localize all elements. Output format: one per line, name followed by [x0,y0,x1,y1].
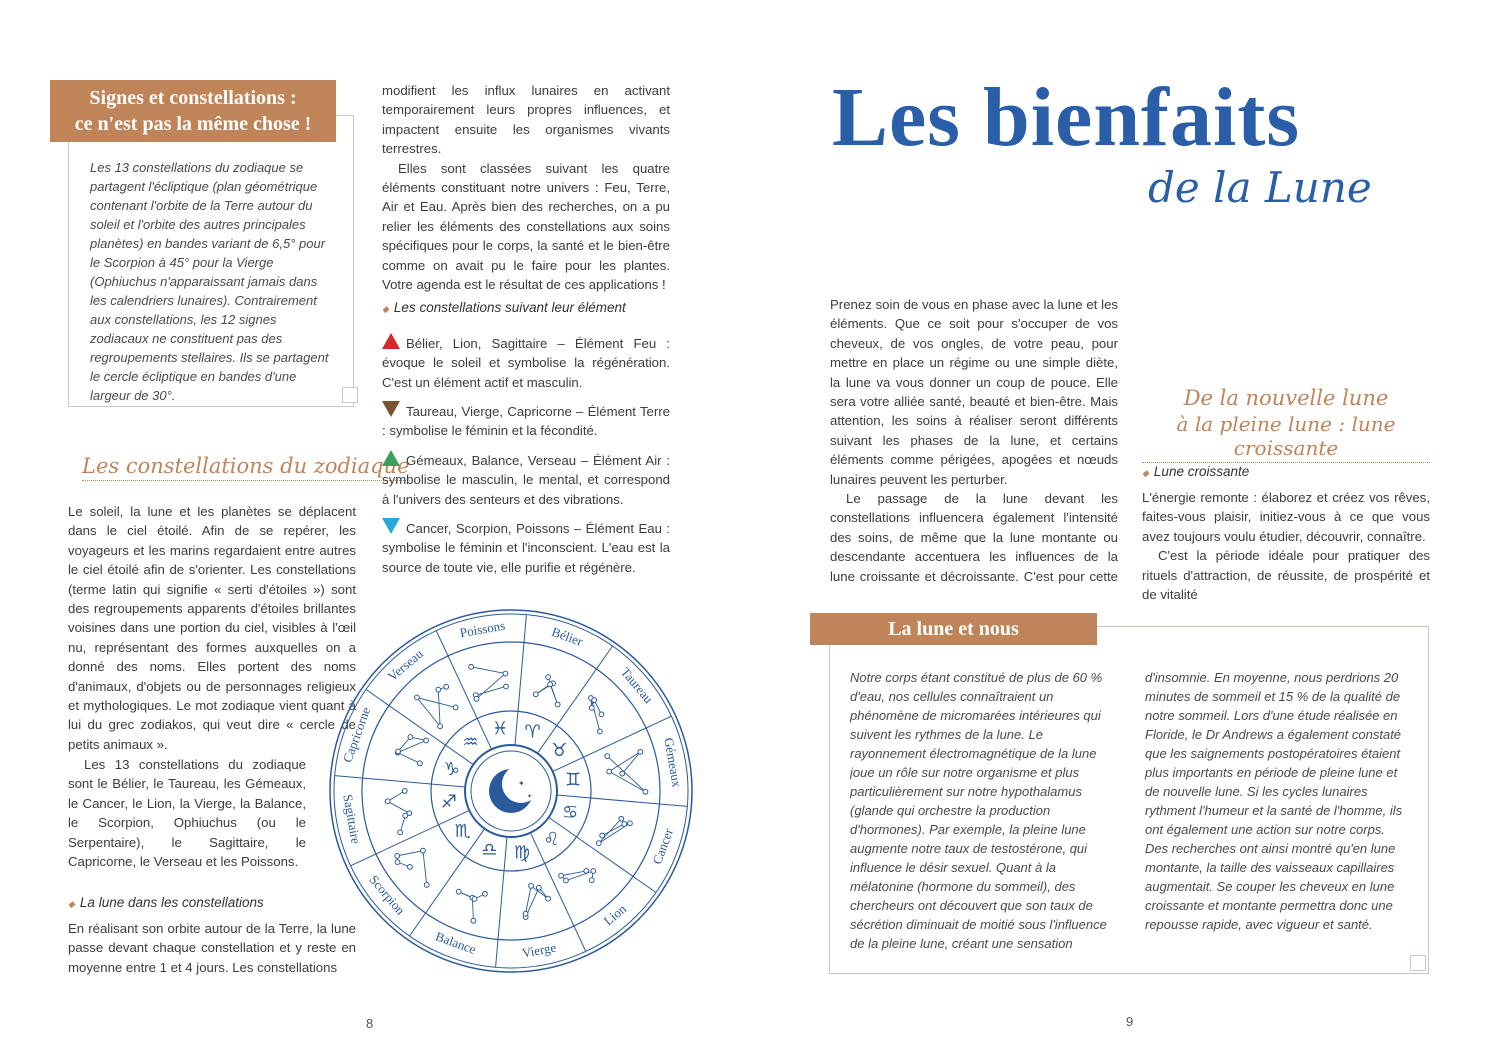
diamond-bullet-icon: ◆ [1142,468,1149,478]
constellation-star [548,682,553,687]
constellation-star [471,918,476,923]
croissante-paragraph-2: C'est la période idéale pour pratiquer des rituels d'attraction, de réussite, de prospérité et de vitalité [1142,548,1430,603]
constellation-star [643,789,648,794]
croissante-heading-text: Lune croissante [1153,464,1250,479]
constellation-star [589,878,594,883]
constellation-star [596,841,601,846]
constellation-lines [417,687,456,726]
constellation-star [559,873,564,878]
zodiac-glyph-icon: ♐ [440,791,458,813]
signes-box-text: Les 13 constellations du zodiaque se partagent l'écliptique (plan géométrique contenant l'orbite de la Terre autour du soleil et l'orbite des autres principales planètes) en bandes variant de 6,5° pour le Scorpion à 45° pour la Vierge (Ophiuchus n'apparaissant jamais dans les calendriers lunaires). Contrairement aux constellations, les 12 signes zodiacaux ne constituent pas des regroupements stellaires. Ils se partagent le cercle écliptique en bandes d'une largeur de 30°. [90,160,329,403]
wheel-sign-label: Gémeaux [661,736,685,789]
constellation-lines [388,791,410,832]
col1-bullet-heading [68,895,264,910]
element-item-fire [382,333,670,392]
zodiac-glyph-icon: ♎ [481,839,498,861]
croissante-title-line1: De la nouvelle lune [1183,386,1389,410]
constellation-star [424,883,429,888]
constellation-star [385,799,390,804]
constellation-star [619,816,624,821]
croissante-title-line2: à la pleine lune : lune croissante [1142,412,1430,463]
col2-paragraph-2: Elles sont classées suivant les quatre éléments constituant notre univers : Feu, Terre, Air et Eau. Après bien des recherches, on a pu relier les éléments des constellations aux soins spécifiques pour le corps, la santé et le bien-être comme on avait pu le faire pour les plantes. Votre agenda est le résultat de ces applications ! [382,160,670,293]
constellation-star [546,675,551,680]
intro-column-1 [830,295,1118,587]
fire-label: Bélier, Lion, Sagittaire – Élément Feu : [406,336,670,351]
constellation-star [533,692,538,697]
wheel-sign-label: Scorpion [366,871,409,918]
air-triangle-icon [382,450,400,466]
constellation-star [402,789,407,794]
intro-paragraph-1: Prenez soin de vous en phase avec la lune et les éléments. Que ce soit pour s'occuper de vos cheveux, de vos ongles, de votre peau, pour mettre en place un régime ou une simple diète, la lune va vous donner un coup de pouce. Elle sera votre alliée santé, beauté et bien-être. Mais attention, les soins à réaliser seront différents suivant les phases de la lune, et certains éléments comme périgées, apogées et nœuds lunaires peuvent les perturber. [830,297,1118,487]
zodiac-glyph-icon: ♏ [454,820,471,842]
constellation-star [395,854,400,859]
water-label: Cancer, Scorpion, Poissons – Élément Eau : [406,521,670,536]
constellation-star [453,705,458,710]
wheel-sign-label: Bélier [549,623,585,649]
zodiac-glyph-icon: ♒ [462,732,479,754]
diamond-bullet-icon: ◆ [382,304,389,314]
element-item-water [382,518,670,577]
wheel-divider [351,810,470,865]
diamond-bullet-icon: ◆ [68,899,75,909]
col2-bullet-heading [382,300,626,315]
lune-box-banner [810,613,1097,645]
air-desc: symbolise le masculin, le mental, et correspond à l'univers des senteurs et des vibrations. [382,472,670,507]
element-item-earth [382,401,670,441]
constellation-star [438,724,443,729]
col1-heading-text: La lune dans les constellations [79,895,264,910]
signes-box-title-line2: ce n'est pas la même chose ! [74,113,312,135]
constellation-star [395,860,400,865]
left-col1-text [68,502,356,754]
air-label: Gémeaux, Balance, Verseau – Élément Air : [406,453,670,468]
constellation-star [472,897,477,902]
constellation-star [529,884,534,889]
constellation-star [592,698,597,703]
wheel-divider [537,646,612,753]
wheel-divider [553,716,672,771]
constellation-star [408,865,413,870]
constellation-star [407,811,412,816]
wheel-sign-label: Verseau [384,646,426,684]
page-title-main: Les bienfaits [832,71,1301,164]
constellation-star [536,885,541,890]
left-col1-text-3 [68,919,356,977]
croissante-bullet-heading [1142,464,1249,479]
constellations-section-title: Les constellations du zodiaque [82,454,410,481]
constellation-star [600,833,605,838]
constellation-star [424,738,429,743]
zodiac-glyph-icon: ♑ [443,758,460,780]
croissante-text [1142,488,1430,604]
wheel-sign-label: Vierge [520,939,558,961]
water-triangle-icon [382,518,400,534]
wheel-sign-label: Lion [600,901,630,929]
constellation-lines [526,886,549,917]
wheel-sign-label: Capricorne [339,705,374,765]
constellation-star [504,684,509,689]
constellation-star [622,822,627,827]
fire-desc: évoque le soleil et symbolise la régénération. C'est un élément actif et masculin. [382,355,670,390]
constellation-star [523,911,528,916]
wheel-sign-label: Balance [433,928,479,957]
col1-paragraph-2: Les 13 constellations du zodiaque sont le Bélier, le Taureau, les Gémeaux, le Cancer, le Lion, la Vierge, la Balance, le Scorpion, Ophiuchus (ou le Serpentaire), le Sagittaire, le Capricorne, le Verseau et les Poissons. [68,757,306,870]
constellation-star [417,761,422,766]
constellation-star [605,754,610,759]
croissante-paragraph-1: L'énergie remonte : élaborez et créez vos rêves, faites-vous plaisir, initiez-vous à ce que vous avez toujours voulu étudier, découvrir, connaître. [1142,490,1430,544]
left-col2-text [382,81,670,294]
constellation-star [584,868,589,873]
svg-text:✦: ✦ [527,793,533,800]
constellation-star [589,705,594,710]
zodiac-glyph-icon: ♋ [562,802,579,824]
page-title-sub: de la Lune [1148,163,1372,212]
zodiac-glyph-icon: ♍ [513,842,531,864]
signes-box-banner [50,80,336,142]
constellation-star [469,664,474,669]
element-item-air [382,450,670,509]
lune-box-text: Notre corps étant constitué de plus de 60 % d'eau, nos cellules connaîtraient un phénomène de micromarées intérieures qui suivent les rythmes de la lune. Le rayonnement électromagnétique de la lune joue un rôle sur notre organisme et plus particulièrement sur notre hypothalamus (glande qui orchestre la production d'hormones). Par exemple, la pleine lune augmente notre taux de testostérone, qui influence le désir sexuel. Quant à la mélatonine (hormone du sommeil), des chercheurs ont découvert que son taux de sécrétion diminuait de moitié sous l'influence de la pleine lune, créant une sensation d'insomnie. En moyenne, nous perdrions 20 minutes de sommeil et 15 % de la qualité de notre sommeil. Lors d'une étude réalisée en Floride, le Dr Andrews a également constaté que les saignements postopératoires étaient plus importants en période de pleine lune et de nouvelle lune. Si les cycles lunaires rythment l'humeur et la santé de l'homme, ils ont également une action sur notre corps. Des recherches ont ainsi montré qu'en lune montante, la taille des vaisseaux capillaires augmentait. Se couper les cheveux en lune croissante et montante permettra donc une repousse rapide, avec vigueur et santé. [850,670,1403,951]
col2-heading-text: Les constellations suivant leur élément [393,300,626,315]
wheel-sign-label: Cancer [649,826,677,867]
constellation-star [638,749,643,754]
earth-triangle-icon [382,401,400,417]
left-col1-text-2 [68,755,306,871]
signes-box-title-line1: Signes et constellations : [89,87,297,109]
constellation-star [620,771,625,776]
constellation-star [483,891,488,896]
page-number-right: 9 [1126,1014,1134,1029]
zodiac-glyph-icon: ♊ [564,769,582,791]
lune-box-title: La lune et nous [888,618,1019,640]
zodiac-glyph-icon: ♌ [543,828,560,850]
constellation-star [599,712,604,717]
constellation-star [628,821,633,826]
constellation-star [555,702,560,707]
constellation-lines [607,752,645,792]
svg-text:✦: ✦ [518,779,525,788]
constellation-star [503,671,508,676]
intro-paragraph-2: Le passage de la lune devant les constellations influencera également l'intensité des soins, de même que la lune montante ou descendante accentuera les influences de la lune croissante et décroissante. C'est pour cette [830,491,1118,584]
fire-triangle-icon [382,333,400,349]
zodiac-glyph-icon: ♈ [524,721,541,743]
col2-paragraph-1: modifient les influx lunaires en activant temporairement leurs propres influences, et impactent ensuite les organismes vivants terrestres. [382,83,670,157]
zodiac-glyph-icon: ♉ [551,740,568,762]
constellation-star [456,889,461,894]
crescent-moon-icon [489,765,540,813]
constellation-lines [398,737,426,763]
constellation-star [398,830,403,835]
constellation-star [436,687,441,692]
constellation-star [421,848,426,853]
col1-paragraph-3: En réalisant son orbite autour de la Terre, la lune passe devant chaque constellation et y reste en moyenne entre 1 et 4 jours. Les constellations [68,921,356,975]
constellation-star [564,878,569,883]
col1-paragraph-1: Le soleil, la lune et les planètes se déplacent dans le ciel étoilé. Afin de se repérer, les voyageurs et les marins regardaient entre autres le ciel étoilé afin de s'orienter. Les constellations (terme latin qui signifie « serti d'étoiles ») sont des regroupements apparents d'étoiles brillantes voisines dans une portion du ciel, visibles à l'œil nu, représentant des formes auxquelles on a donné des noms. Elles portent des noms d'animaux, d'objets ou de personnages religieux et mythologiques. Le mot zodiaque vient quant à lui du grec zodiakos, qui veut dire « cercle de petits animaux ». [68,504,356,752]
constellation-star [591,869,596,874]
constellation-star [444,684,449,689]
earth-desc: symbolise le féminin et la fécondité. [389,423,598,439]
constellation-star [597,729,602,734]
zodiac-glyph-icon: ♓ [491,718,509,740]
lune-box-corner [1410,955,1426,971]
constellation-star [607,769,612,774]
water-desc: symbolise le féminin et l'inconscient. L'eau est la source de toute vie, elle purifie et régénère. [382,540,670,575]
earth-label: Taureau, Vierge, Capricorne – Élément Terre : [382,404,670,439]
signes-box-corner [342,387,358,403]
wheel-sign-label: Taureau [617,664,657,707]
wheel-sign-label: Sagittaire [340,793,364,845]
constellation-star [408,735,413,740]
page-number-left: 8 [366,1016,374,1031]
zodiac-wheel [328,608,694,974]
wheel-sign-label: Poissons [458,617,507,641]
constellation-star [546,896,551,901]
constellation-star [396,749,401,754]
constellation-star [415,695,420,700]
constellation-star [474,696,479,701]
